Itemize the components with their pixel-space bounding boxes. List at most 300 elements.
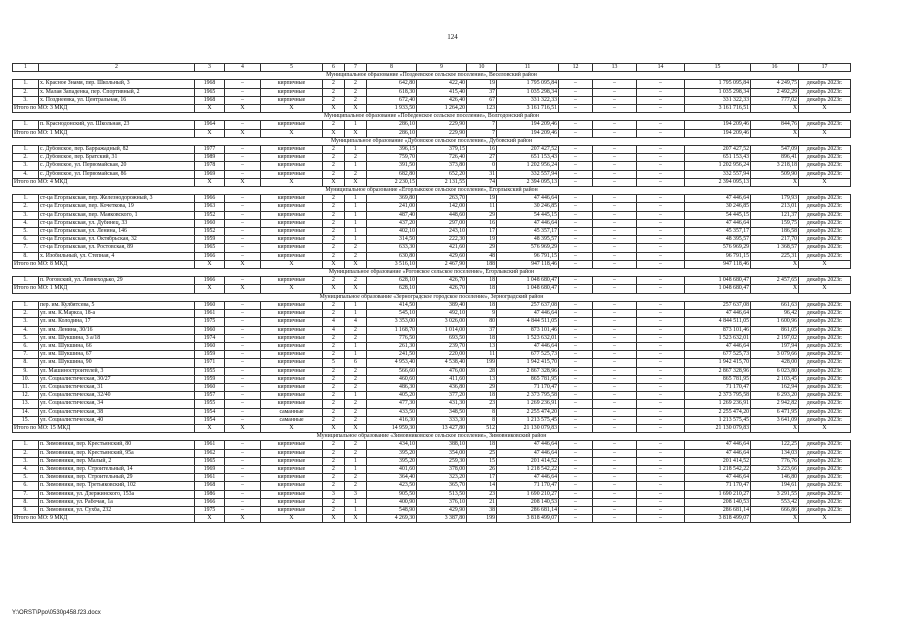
total-cell: 1 048 680,47 bbox=[497, 285, 559, 293]
table-cell: декабрь 2023г. bbox=[799, 310, 851, 318]
total-cell: – bbox=[593, 424, 637, 432]
table-cell: ул. им. Шукшина, 67 bbox=[39, 351, 195, 359]
table-cell: – bbox=[559, 96, 593, 104]
table-cell: кирпичные bbox=[261, 326, 323, 334]
table-cell: 1960 bbox=[195, 383, 225, 391]
total-cell: – bbox=[593, 129, 637, 137]
table-cell: – bbox=[559, 465, 593, 473]
table-cell: 3 218,18 bbox=[751, 162, 799, 170]
table-cell: 13 bbox=[467, 342, 497, 350]
table-cell: 11 bbox=[467, 351, 497, 359]
table-cell: – bbox=[593, 170, 637, 178]
table-cell: 2 bbox=[323, 334, 345, 342]
table-cell: 259,30 bbox=[417, 457, 467, 465]
table-cell: 3. bbox=[13, 211, 39, 219]
table-cell: декабрь 2023г. bbox=[799, 474, 851, 482]
table-cell: 28 bbox=[467, 367, 497, 375]
table-cell: кирпичные bbox=[261, 474, 323, 482]
table-cell: 633,30 bbox=[367, 244, 417, 252]
table-cell: 2 bbox=[345, 326, 367, 334]
table-cell: ул. им. К.Маркса, 18-а bbox=[39, 310, 195, 318]
table-cell: 5. bbox=[13, 334, 39, 342]
table-cell: – bbox=[593, 310, 637, 318]
table-cell: 47 446,64 bbox=[497, 310, 559, 318]
table-cell: – bbox=[593, 482, 637, 490]
table-cell: – bbox=[559, 80, 593, 88]
table-cell: – bbox=[637, 195, 685, 203]
total-cell: 14 959,30 bbox=[367, 424, 417, 432]
total-cell: 426,70 bbox=[417, 285, 467, 293]
table-cell: 3 bbox=[323, 490, 345, 498]
table-cell: 776,76 bbox=[751, 457, 799, 465]
table-cell: – bbox=[559, 498, 593, 506]
total-cell: 74 bbox=[467, 178, 497, 186]
table-cell: – bbox=[225, 375, 261, 383]
table-cell: 423,50 bbox=[367, 482, 417, 490]
total-cell: – bbox=[593, 178, 637, 186]
table-row bbox=[13, 457, 851, 465]
municipality-title: Муниципальное образование «Егорлыкское сельское поселение», Егорлыкский район bbox=[13, 187, 851, 195]
table-cell: 19 bbox=[467, 80, 497, 88]
table-cell: – bbox=[559, 318, 593, 326]
table-cell: 4 844 511,05 bbox=[685, 318, 751, 326]
table-cell: 142,00 bbox=[417, 203, 467, 211]
table-cell: 8 bbox=[467, 416, 497, 424]
table-cell: декабрь 2023г. bbox=[799, 416, 851, 424]
table-cell: кирпичные bbox=[261, 310, 323, 318]
table-cell: 6. bbox=[13, 342, 39, 350]
table-cell: 1959 bbox=[195, 236, 225, 244]
column-number: 4 bbox=[225, 64, 261, 72]
total-cell: 3 516,10 bbox=[367, 260, 417, 268]
table-cell: – bbox=[637, 474, 685, 482]
table-cell: 1986 bbox=[195, 490, 225, 498]
table-cell: 2 bbox=[323, 383, 345, 391]
table-cell: 4. bbox=[13, 219, 39, 227]
table-cell: 391,50 bbox=[367, 162, 417, 170]
table-cell: 47 446,64 bbox=[497, 441, 559, 449]
table-cell: с. Дубовское, пер. Братский, 31 bbox=[39, 154, 195, 162]
table-cell: – bbox=[593, 400, 637, 408]
table-cell: 402,10 bbox=[367, 228, 417, 236]
table-cell: 7 bbox=[467, 121, 497, 129]
table-cell: 1978 bbox=[195, 162, 225, 170]
column-number: 14 bbox=[637, 64, 685, 72]
table-cell: 2 bbox=[323, 408, 345, 416]
table-cell: 121,37 bbox=[751, 211, 799, 219]
table-cell: 2 bbox=[345, 375, 367, 383]
table-cell: 11. bbox=[13, 383, 39, 391]
total-cell: 21 130 079,83 bbox=[497, 424, 559, 432]
table-row bbox=[13, 474, 851, 482]
table-cell: – bbox=[225, 318, 261, 326]
table-cell: – bbox=[225, 236, 261, 244]
table-cell: декабрь 2023г. bbox=[799, 146, 851, 154]
table-cell: 422,40 bbox=[417, 80, 467, 88]
table-cell: 2 bbox=[323, 310, 345, 318]
table-cell: декабрь 2023г. bbox=[799, 162, 851, 170]
table-cell: 45 357,17 bbox=[497, 228, 559, 236]
table-cell: 96 791,15 bbox=[685, 252, 751, 260]
table-cell: 1966 bbox=[195, 277, 225, 285]
table-cell: 1 202 956,24 bbox=[497, 162, 559, 170]
total-cell: – bbox=[637, 260, 685, 268]
total-cell: X bbox=[323, 424, 345, 432]
table-cell: 486,30 bbox=[367, 383, 417, 391]
table-cell: декабрь 2023г. bbox=[799, 457, 851, 465]
total-cell: X bbox=[225, 515, 261, 523]
table-cell: 437,20 bbox=[367, 219, 417, 227]
table-cell: – bbox=[225, 449, 261, 457]
table-cell: – bbox=[593, 146, 637, 154]
table-cell: – bbox=[559, 310, 593, 318]
table-cell: декабрь 2023г. bbox=[799, 359, 851, 367]
table-cell: 1960 bbox=[195, 342, 225, 350]
table-cell: 7. bbox=[13, 490, 39, 498]
total-cell: 123 bbox=[467, 105, 497, 113]
table-cell: 71 170,47 bbox=[497, 383, 559, 391]
table-row bbox=[13, 334, 851, 342]
table-cell: 4. bbox=[13, 170, 39, 178]
table-cell: 179,93 bbox=[751, 195, 799, 203]
table-cell: – bbox=[637, 96, 685, 104]
table-row bbox=[13, 449, 851, 457]
column-number: 9 bbox=[417, 64, 467, 72]
total-cell: X bbox=[345, 285, 367, 293]
table-cell: кирпичные bbox=[261, 244, 323, 252]
table-cell: – bbox=[593, 498, 637, 506]
total-cell: 3 818 499,07 bbox=[497, 515, 559, 523]
table-cell: 1 218 542,22 bbox=[685, 465, 751, 473]
table-cell: кирпичные bbox=[261, 490, 323, 498]
table-cell: кирпичные bbox=[261, 88, 323, 96]
table-cell: – bbox=[593, 219, 637, 227]
total-cell: X bbox=[799, 105, 851, 113]
table-cell: 201 414,52 bbox=[685, 457, 751, 465]
total-cell: 1 048 680,47 bbox=[685, 285, 751, 293]
table-cell: 426,70 bbox=[417, 277, 467, 285]
table-cell: – bbox=[637, 400, 685, 408]
table-cell: 1 269 236,91 bbox=[497, 400, 559, 408]
total-cell: X bbox=[261, 424, 323, 432]
table-cell: 4 953,40 bbox=[367, 359, 417, 367]
table-cell: – bbox=[637, 318, 685, 326]
table-cell: – bbox=[559, 277, 593, 285]
table-cell: 1 bbox=[345, 121, 367, 129]
total-cell: X bbox=[323, 515, 345, 523]
municipality-title: Муниципальное образование «Зимовниковское сельское поселение», Зимовниковский район bbox=[13, 433, 851, 441]
table-cell: 2 bbox=[323, 457, 345, 465]
table-cell: 1. bbox=[13, 301, 39, 309]
table-cell: 411,60 bbox=[417, 375, 467, 383]
table-cell: 1960 bbox=[195, 301, 225, 309]
table-cell: 17 bbox=[467, 474, 497, 482]
column-number: 6 bbox=[323, 64, 345, 72]
table-cell: 1 bbox=[345, 301, 367, 309]
table-cell: 1 bbox=[345, 498, 367, 506]
table-cell: 2 bbox=[323, 498, 345, 506]
table-cell: – bbox=[225, 219, 261, 227]
table-cell: 1 942 415,70 bbox=[497, 359, 559, 367]
table-cell: кирпичные bbox=[261, 170, 323, 178]
table-cell: – bbox=[637, 334, 685, 342]
table-cell: 2 bbox=[323, 228, 345, 236]
total-cell: X bbox=[225, 285, 261, 293]
table-cell: – bbox=[593, 195, 637, 203]
table-row bbox=[13, 498, 851, 506]
table-cell: 873 101,46 bbox=[497, 326, 559, 334]
table-cell: – bbox=[593, 301, 637, 309]
page-number: 124 bbox=[447, 33, 458, 41]
table-cell: – bbox=[559, 244, 593, 252]
table-cell: ул. Социалистическая, 31 bbox=[39, 383, 195, 391]
table-cell: 429,60 bbox=[417, 252, 467, 260]
table-cell: – bbox=[559, 416, 593, 424]
table-cell: 1968 bbox=[195, 482, 225, 490]
table-cell: 4. bbox=[13, 326, 39, 334]
table-cell: 873 101,46 bbox=[685, 326, 751, 334]
table-cell: 2 bbox=[345, 441, 367, 449]
table-cell: ул. им. Колодина, 17 bbox=[39, 318, 195, 326]
table-cell: 2 bbox=[323, 162, 345, 170]
table-cell: 3 079,66 bbox=[751, 351, 799, 359]
table-cell: 379,15 bbox=[417, 146, 467, 154]
total-cell: X bbox=[195, 105, 225, 113]
table-cell: кирпичные bbox=[261, 383, 323, 391]
table-cell: 45 357,17 bbox=[685, 228, 751, 236]
table-cell: 2 bbox=[345, 252, 367, 260]
column-number: 16 bbox=[751, 64, 799, 72]
table-cell: – bbox=[225, 367, 261, 375]
total-cell: X bbox=[261, 129, 323, 137]
table-cell: 47 446,64 bbox=[685, 195, 751, 203]
table-cell: 369,80 bbox=[367, 195, 417, 203]
table-cell: 1960 bbox=[195, 219, 225, 227]
table-cell: 395,20 bbox=[367, 457, 417, 465]
table-row bbox=[13, 400, 851, 408]
table-cell: – bbox=[593, 408, 637, 416]
table-cell: – bbox=[559, 490, 593, 498]
table-cell: 2 255 474,20 bbox=[497, 408, 559, 416]
table-cell: ст-ца Егорлыкская, пер. Маяковского, 1 bbox=[39, 211, 195, 219]
table-cell: 2 bbox=[345, 408, 367, 416]
table-cell: – bbox=[559, 228, 593, 236]
table-cell: кирпичные bbox=[261, 252, 323, 260]
table-cell: 225,31 bbox=[751, 252, 799, 260]
table-cell: 29 bbox=[467, 244, 497, 252]
table-cell: декабрь 2023г. bbox=[799, 203, 851, 211]
table-cell: 146,80 bbox=[751, 474, 799, 482]
table-row bbox=[13, 342, 851, 350]
table-cell: 48 395,57 bbox=[497, 236, 559, 244]
table-cell: – bbox=[225, 474, 261, 482]
total-row bbox=[13, 105, 851, 113]
table-cell: п. Зимовники, ул. Дзержинского, 153а bbox=[39, 490, 195, 498]
table-cell: – bbox=[593, 121, 637, 129]
table-cell: 47 446,64 bbox=[497, 474, 559, 482]
table-cell: 0 bbox=[467, 162, 497, 170]
table-cell: – bbox=[559, 301, 593, 309]
table-cell: 364,40 bbox=[367, 474, 417, 482]
table-cell: – bbox=[559, 392, 593, 400]
table-cell: – bbox=[593, 244, 637, 252]
table-cell: 10. bbox=[13, 375, 39, 383]
table-row bbox=[13, 228, 851, 236]
table-cell: 7. bbox=[13, 244, 39, 252]
table-cell: – bbox=[559, 482, 593, 490]
total-cell: X bbox=[261, 105, 323, 113]
table-cell: 2 bbox=[323, 146, 345, 154]
table-cell: 323,20 bbox=[417, 474, 467, 482]
table-cell: 213,01 bbox=[751, 203, 799, 211]
total-cell: – bbox=[637, 178, 685, 186]
table-cell: 682,80 bbox=[367, 170, 417, 178]
table-cell: декабрь 2023г. bbox=[799, 236, 851, 244]
table-cell: 47 446,64 bbox=[497, 195, 559, 203]
table-cell: 1. bbox=[13, 277, 39, 285]
table-row bbox=[13, 121, 851, 129]
table-cell: 3. bbox=[13, 457, 39, 465]
table-cell: 861,05 bbox=[751, 326, 799, 334]
table-cell: 1 600,96 bbox=[751, 318, 799, 326]
table-cell: декабрь 2023г. bbox=[799, 326, 851, 334]
table-cell: – bbox=[637, 228, 685, 236]
table-cell: – bbox=[559, 326, 593, 334]
total-cell: X bbox=[323, 260, 345, 268]
table-cell: 1. bbox=[13, 441, 39, 449]
table-cell: 436,80 bbox=[417, 383, 467, 391]
table-cell: 2 373 795,58 bbox=[685, 392, 751, 400]
table-cell: 18 bbox=[467, 301, 497, 309]
municipality-title: Муниципальное образование «Победенское сельское поселение», Волгодонский район bbox=[13, 113, 851, 121]
table-cell: кирпичные bbox=[261, 367, 323, 375]
table-cell: 19 bbox=[467, 236, 497, 244]
table-cell: 8. bbox=[13, 359, 39, 367]
total-cell: X bbox=[751, 424, 799, 432]
table-cell: – bbox=[225, 211, 261, 219]
table-cell: 460,60 bbox=[367, 375, 417, 383]
table-cell: 2 bbox=[345, 244, 367, 252]
table-cell: 405,20 bbox=[367, 392, 417, 400]
table-cell: 2 bbox=[323, 154, 345, 162]
table-cell: – bbox=[637, 326, 685, 334]
total-cell: X bbox=[799, 285, 851, 293]
total-cell: 947 118,46 bbox=[497, 260, 559, 268]
table-cell: 4 bbox=[345, 318, 367, 326]
table-cell: 257 637,08 bbox=[685, 301, 751, 309]
table-cell: декабрь 2023г. bbox=[799, 170, 851, 178]
table-cell: – bbox=[593, 457, 637, 465]
table-cell: ул. Социалистическая, 32/40 bbox=[39, 392, 195, 400]
table-cell: ул. Социалистическая, 38 bbox=[39, 408, 195, 416]
table-cell: – bbox=[225, 383, 261, 391]
table-cell: 487,40 bbox=[367, 211, 417, 219]
table-cell: 7. bbox=[13, 351, 39, 359]
table-cell: – bbox=[637, 383, 685, 391]
table-cell: ул. Социалистическая, 34 bbox=[39, 400, 195, 408]
table-cell: – bbox=[559, 203, 593, 211]
table-cell: – bbox=[225, 465, 261, 473]
table-cell: 448,60 bbox=[417, 211, 467, 219]
total-cell: X bbox=[751, 105, 799, 113]
table-cell: 2 bbox=[345, 474, 367, 482]
table-cell: – bbox=[593, 88, 637, 96]
total-cell: – bbox=[593, 105, 637, 113]
table-cell: – bbox=[637, 375, 685, 383]
table-cell: 47 446,64 bbox=[685, 310, 751, 318]
table-cell: 19 bbox=[467, 195, 497, 203]
total-cell: – bbox=[593, 285, 637, 293]
table-cell: 30 246,85 bbox=[497, 203, 559, 211]
table-cell: 865 781,95 bbox=[497, 375, 559, 383]
table-cell: 1 bbox=[345, 228, 367, 236]
table-cell: – bbox=[593, 383, 637, 391]
table-cell: – bbox=[559, 211, 593, 219]
table-cell: – bbox=[593, 236, 637, 244]
total-cell: X bbox=[225, 105, 261, 113]
column-number: 12 bbox=[559, 64, 593, 72]
table-cell: п. Зимовники, пер. Строительный, 14 bbox=[39, 465, 195, 473]
table-cell: 186,58 bbox=[751, 228, 799, 236]
table-cell: 6. bbox=[13, 236, 39, 244]
table-cell: 1 bbox=[345, 219, 367, 227]
table-cell: 2 bbox=[323, 301, 345, 309]
document-file-path: Y:\ORST\Ppo\0530p458.f23.docx bbox=[12, 610, 101, 616]
table-cell: – bbox=[559, 351, 593, 359]
table-cell: – bbox=[593, 490, 637, 498]
table-cell: – bbox=[559, 154, 593, 162]
table-cell: 1957 bbox=[195, 392, 225, 400]
table-cell: 1966 bbox=[195, 195, 225, 203]
table-cell: 2 bbox=[323, 203, 345, 211]
table-cell: 896,41 bbox=[751, 154, 799, 162]
total-cell: – bbox=[559, 515, 593, 523]
table-cell: 37 bbox=[467, 326, 497, 334]
table-cell: кирпичные bbox=[261, 400, 323, 408]
table-cell: декабрь 2023г. bbox=[799, 80, 851, 88]
table-cell: 1 048 680,47 bbox=[685, 277, 751, 285]
table-cell: 1. bbox=[13, 146, 39, 154]
table-cell: п. Зимовники, пер. Малый, 2 bbox=[39, 457, 195, 465]
table-cell: 3 bbox=[345, 490, 367, 498]
table-cell: – bbox=[559, 219, 593, 227]
total-cell: X bbox=[799, 260, 851, 268]
table-cell: декабрь 2023г. bbox=[799, 408, 851, 416]
table-cell: 162,94 bbox=[751, 383, 799, 391]
table-cell: – bbox=[637, 342, 685, 350]
table-cell: 18 bbox=[467, 334, 497, 342]
total-cell: X bbox=[195, 285, 225, 293]
total-cell: 229,90 bbox=[417, 129, 467, 137]
table-cell: – bbox=[593, 211, 637, 219]
total-cell: – bbox=[559, 285, 593, 293]
table-cell: кирпичные bbox=[261, 359, 323, 367]
table-cell: – bbox=[559, 441, 593, 449]
table-cell: 13. bbox=[13, 400, 39, 408]
table-cell: – bbox=[593, 342, 637, 350]
table-cell: 13 bbox=[467, 375, 497, 383]
table-cell: 2 867 328,96 bbox=[685, 367, 751, 375]
total-cell: 194 209,46 bbox=[497, 129, 559, 137]
table-cell: 47 446,64 bbox=[497, 342, 559, 350]
table-cell: – bbox=[593, 334, 637, 342]
table-cell: 672,40 bbox=[367, 96, 417, 104]
total-cell: X bbox=[225, 178, 261, 186]
table-cell: 286 681,14 bbox=[685, 506, 751, 514]
table-row bbox=[13, 318, 851, 326]
table-cell: 354,00 bbox=[417, 449, 467, 457]
table-cell: кирпичные bbox=[261, 465, 323, 473]
